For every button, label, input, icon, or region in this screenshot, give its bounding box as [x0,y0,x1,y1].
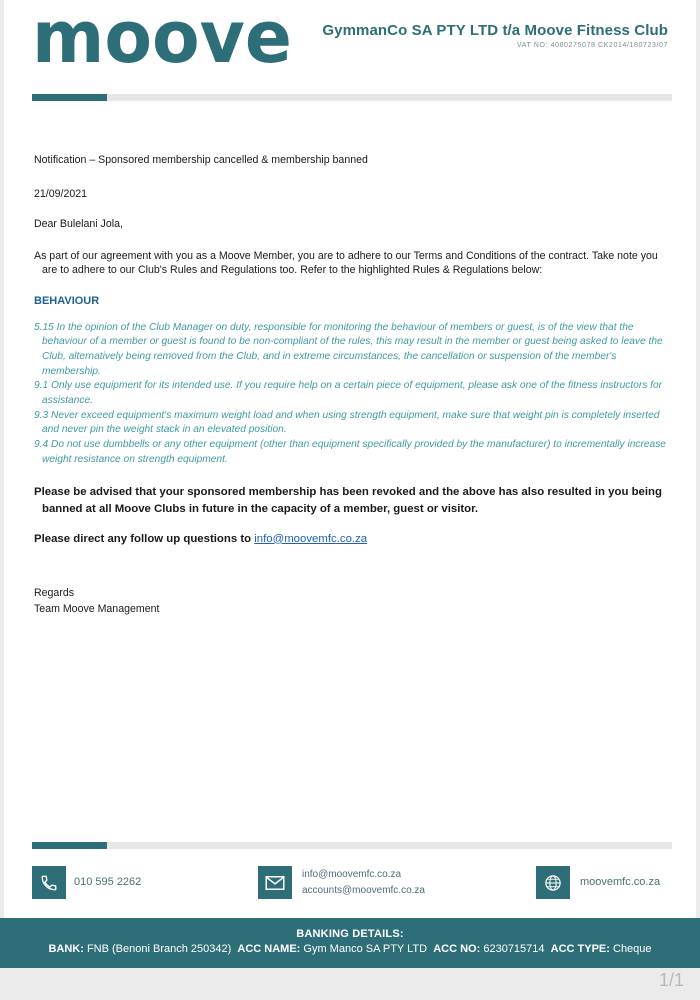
moove-logo [32,6,294,72]
header-divider [32,94,672,101]
acc-no-label: ACC NO: [433,943,481,955]
page-indicator: 1/1 [658,970,684,990]
acc-name-value: Gym Manco SA PTY LTD [303,943,428,955]
mail-icon [258,866,292,899]
footer-divider-accent [32,842,107,849]
banking-title: BANKING DETAILS: [296,928,404,940]
letter-greeting: Dear Bulelani Jola, [34,218,123,231]
acc-no-value: 6230715714 [483,943,545,955]
letter-body [34,153,669,617]
letter-date: 21/09/2021 [34,187,88,200]
website-text[interactable]: moovemfc.co.za [580,876,661,888]
banking-details-bar [0,918,700,968]
globe-icon [536,866,570,899]
advisory-notice: Please be advised that your sponsored membership has been revoked and the above has also resulted in you being banned at all Moove Clubs in future in the capacity of a member, guest or visitor. [34,485,662,515]
followup-line [34,531,669,547]
followup-email-link[interactable]: info@moovemfc.co.za [254,532,368,545]
rule-item: 9.4 Do not use dumbbells or any other equipment (other than equipment specifically provided by the manufacturer) to incrementally increase weight resistance on strength equipment. [34,439,666,465]
phone-number[interactable]: 010 595 2262 [74,876,142,888]
rule-item: 5.15 In the opinion of the Club Manager on duty, responsible for monitoring the behaviour of members or guest, is of the view that the behaviour of a member or guest is found to be non-compliant of the rules, this may result in the member or guest being asked to leave the Club, alternatively being removed from the Club, and in extreme circumstances, the cancellation or suspension of the member's membership. [34,321,663,377]
contact-emails [302,867,425,899]
company-registration: VAT NO: 4080275078 CK2014/180723/07 [517,42,668,49]
letter-intro: As part of our agreement with you as a Moove Member, you are to adhere to our Terms and Conditions of the contract. Take note you are to adhere to our Club's Rules and Regulations too. Refer to the highlighted Rules & Regulations below: [34,249,658,277]
signature-text: Team Moove Management [34,602,160,615]
letter-subject: Notification – Sponsored membership cancelled & membership banned [34,154,368,166]
letter-page [4,0,696,968]
svg-text:moove: moove [32,6,292,72]
banking-line [0,943,700,955]
rules-list [34,321,669,468]
section-heading-behaviour: BEHAVIOUR [34,294,100,307]
email-accounts[interactable]: accounts@moovemfc.co.za [302,885,425,896]
bank-label: BANK: [48,943,84,955]
rule-item: 9.3 Never exceed equipment's maximum weight load and when using strength equipment, make sure that weight pin is completely inserted and never pin the weight stack in an elevated position. [34,409,660,436]
acc-type-label: ACC TYPE: [550,943,610,955]
bank-value: FNB (Benoni Branch 250342) [86,943,232,955]
signoff [34,585,669,617]
header-divider-accent [32,94,107,101]
email-info[interactable]: info@moovemfc.co.za [302,869,402,880]
acc-type-value: Cheque [613,943,652,955]
followup-text: Please direct any follow up questions to [34,532,255,545]
acc-name-label: ACC NAME: [237,943,301,955]
rule-item: 9.1 Only use equipment for its intended use. If you require help on a certain piece of equipment, please ask one of the fitness instructors for assistance. [34,380,663,407]
footer-divider [32,842,672,849]
phone-icon [32,866,66,899]
company-name: GymmanCo SA PTY LTD t/a Moove Fitness Club [322,22,668,39]
regards-text: Regards [34,586,75,599]
